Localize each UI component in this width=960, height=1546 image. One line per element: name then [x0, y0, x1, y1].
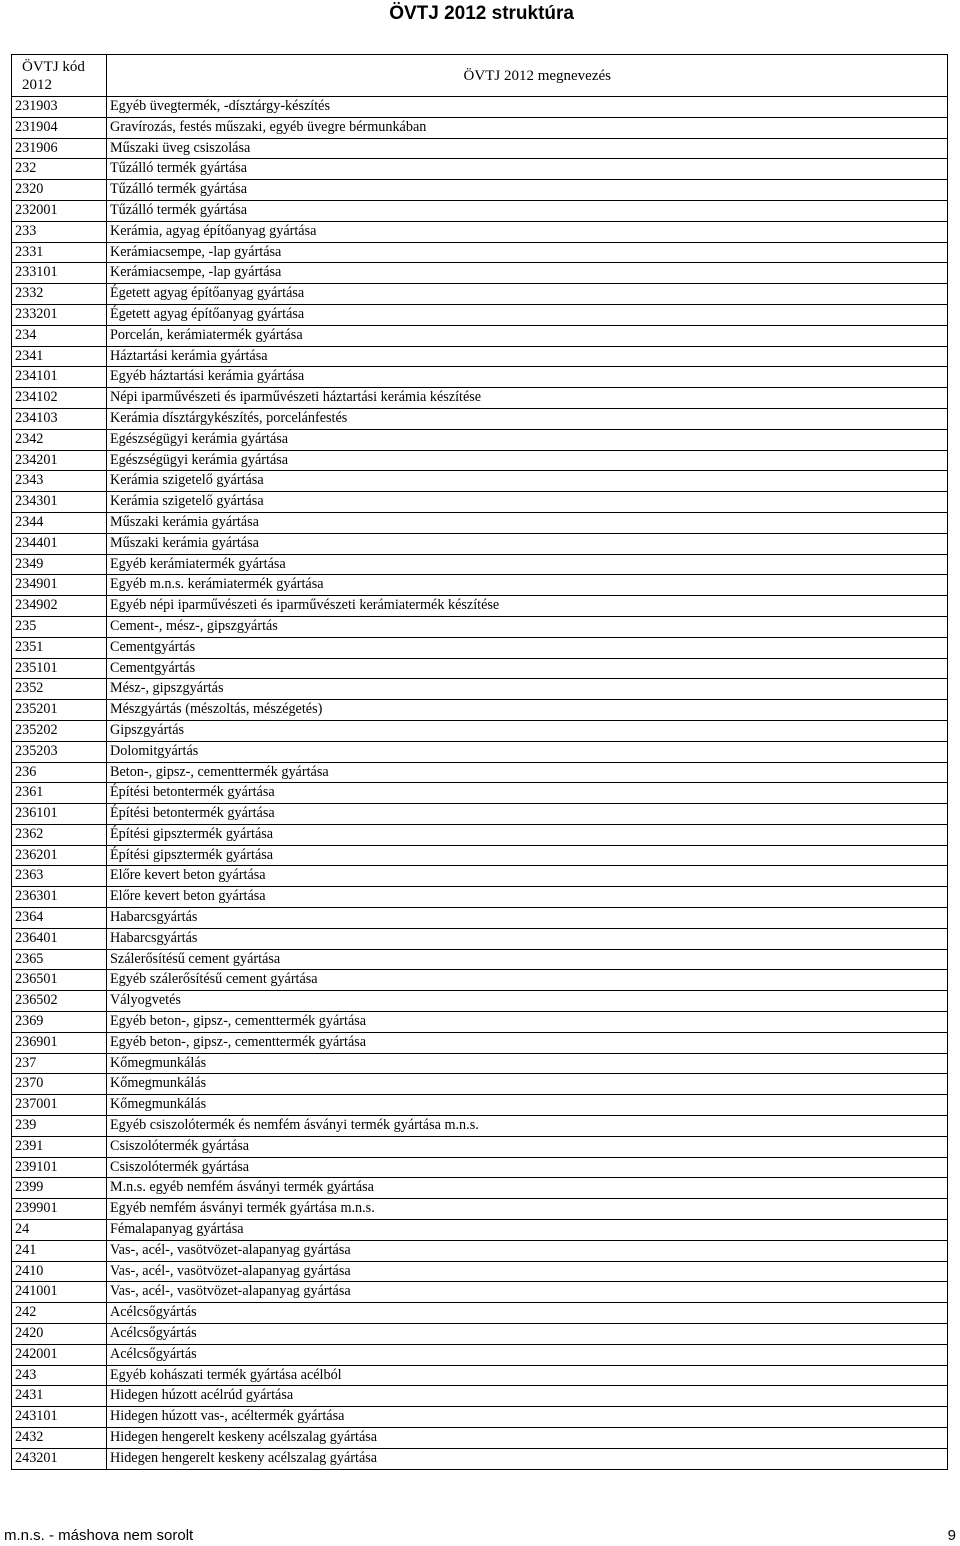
- cell-code: 233: [12, 221, 107, 242]
- cell-name: Vas-, acél-, vasötvözet-alapanyag gyártása: [107, 1240, 948, 1261]
- cell-name: Gravírozás, festés műszaki, egyéb üvegre bérmunkában: [107, 117, 948, 138]
- cell-code: 2432: [12, 1428, 107, 1449]
- cell-name: Építési betontermék gyártása: [107, 783, 948, 804]
- cell-name: Egyéb kerámiatermék gyártása: [107, 554, 948, 575]
- cell-code: 239: [12, 1116, 107, 1137]
- cell-name: Építési betontermék gyártása: [107, 804, 948, 825]
- cell-code: 234902: [12, 596, 107, 617]
- table-row: [12, 304, 948, 325]
- table-row: [12, 679, 948, 700]
- table-row: [12, 637, 948, 658]
- table-row: [12, 700, 948, 721]
- cell-code: 234301: [12, 492, 107, 513]
- cell-code: 2365: [12, 949, 107, 970]
- cell-name: Egyéb üvegtermék, -dísztárgy-készítés: [107, 97, 948, 118]
- table-row: [12, 1178, 948, 1199]
- cell-name: Egyéb csiszolótermék és nemfém ásványi termék gyártása m.n.s.: [107, 1116, 948, 1137]
- cell-name: Egyéb nemfém ásványi termék gyártása m.n.s.: [107, 1199, 948, 1220]
- cell-name: Mész-, gipszgyártás: [107, 679, 948, 700]
- cell-name: Vas-, acél-, vasötvözet-alapanyag gyártása: [107, 1282, 948, 1303]
- cell-code: 236: [12, 762, 107, 783]
- cell-code: 243: [12, 1365, 107, 1386]
- table-row: [12, 1344, 948, 1365]
- table-row: [12, 949, 948, 970]
- table-row: [12, 1095, 948, 1116]
- table-row: [12, 720, 948, 741]
- table-row: [12, 1074, 948, 1095]
- table-row: [12, 159, 948, 180]
- table-row: [12, 1012, 948, 1033]
- table-row: [12, 533, 948, 554]
- table-row: [12, 1240, 948, 1261]
- cell-name: Hidegen húzott vas-, acéltermék gyártása: [107, 1407, 948, 1428]
- table-row: [12, 783, 948, 804]
- cell-name: Kerámiacsempe, -lap gyártása: [107, 263, 948, 284]
- cell-name: Kőmegmunkálás: [107, 1053, 948, 1074]
- table-row: [12, 429, 948, 450]
- table-row: [12, 1116, 948, 1137]
- cell-code: 2399: [12, 1178, 107, 1199]
- cell-name: Népi iparművészeti és iparművészeti háztartási kerámia készítése: [107, 388, 948, 409]
- table-row: [12, 180, 948, 201]
- cell-code: 2351: [12, 637, 107, 658]
- cell-name: Fémalapanyag gyártása: [107, 1220, 948, 1241]
- cell-name: Kerámia dísztárgykészítés, porcelánfestés: [107, 408, 948, 429]
- cell-code: 239901: [12, 1199, 107, 1220]
- cell-name: Dolomitgyártás: [107, 741, 948, 762]
- cell-code: 2332: [12, 284, 107, 305]
- table-row: [12, 512, 948, 533]
- cell-code: 2352: [12, 679, 107, 700]
- cell-name: Cementgyártás: [107, 637, 948, 658]
- table-row: [12, 762, 948, 783]
- table-row: [12, 138, 948, 159]
- cell-name: Égetett agyag építőanyag gyártása: [107, 304, 948, 325]
- table-row: [12, 1282, 948, 1303]
- cell-name: Egyéb népi iparművészeti és iparművészeti kerámiatermék készítése: [107, 596, 948, 617]
- table-row: [12, 284, 948, 305]
- cell-code: 234102: [12, 388, 107, 409]
- table-row: [12, 408, 948, 429]
- cell-name: Kerámia szigetelő gyártása: [107, 471, 948, 492]
- cell-name: Egyéb szálerősítésű cement gyártása: [107, 970, 948, 991]
- cell-code: 236201: [12, 845, 107, 866]
- cell-name: Egészségügyi kerámia gyártása: [107, 450, 948, 471]
- cell-code: 231904: [12, 117, 107, 138]
- cell-code: 236301: [12, 887, 107, 908]
- column-header-code-line2: 2012: [22, 76, 52, 93]
- page-title-text: ÖVTJ 2012 struktúra: [389, 3, 574, 24]
- column-header-name: ÖVTJ 2012 megnevezés: [107, 55, 948, 97]
- cell-code: 2341: [12, 346, 107, 367]
- cell-name: Műszaki kerámia gyártása: [107, 512, 948, 533]
- cell-name: Tűzálló termék gyártása: [107, 200, 948, 221]
- cell-name: Kerámia, agyag építőanyag gyártása: [107, 221, 948, 242]
- cell-code: 234901: [12, 575, 107, 596]
- cell-name: Műszaki kerámia gyártása: [107, 533, 948, 554]
- table-row: [12, 1428, 948, 1449]
- table-row: [12, 367, 948, 388]
- cell-name: Szálerősítésű cement gyártása: [107, 949, 948, 970]
- table-row: [12, 388, 948, 409]
- cell-code: 234: [12, 325, 107, 346]
- page-title: [0, 2, 948, 26]
- cell-code: 239101: [12, 1157, 107, 1178]
- table-row: [12, 908, 948, 929]
- cell-name: Cementgyártás: [107, 658, 948, 679]
- cell-code: 232: [12, 159, 107, 180]
- cell-name: Vályogvetés: [107, 991, 948, 1012]
- cell-code: 2420: [12, 1324, 107, 1345]
- cell-name: Acélcsőgyártás: [107, 1344, 948, 1365]
- table-header-row: [12, 55, 948, 97]
- column-header-code-line1: ÖVTJ kód: [22, 58, 85, 75]
- cell-code: 234101: [12, 367, 107, 388]
- cell-name: Egyéb háztartási kerámia gyártása: [107, 367, 948, 388]
- footer-note: m.n.s. - máshova nem sorolt: [4, 1527, 194, 1544]
- cell-name: Egészségügyi kerámia gyártása: [107, 429, 948, 450]
- table-row: [12, 1448, 948, 1469]
- table-row: [12, 845, 948, 866]
- cell-name: Csiszolótermék gyártása: [107, 1157, 948, 1178]
- cell-code: 24: [12, 1220, 107, 1241]
- cell-name: Vas-, acél-, vasötvözet-alapanyag gyártása: [107, 1261, 948, 1282]
- cell-code: 2370: [12, 1074, 107, 1095]
- table-row: [12, 741, 948, 762]
- table-row: [12, 1199, 948, 1220]
- cell-name: Hidegen hengerelt keskeny acélszalag gyártása: [107, 1448, 948, 1469]
- cell-name: Porcelán, kerámiatermék gyártása: [107, 325, 948, 346]
- cell-name: Kőmegmunkálás: [107, 1095, 948, 1116]
- table-row: [12, 824, 948, 845]
- cell-name: Műszaki üveg csiszolása: [107, 138, 948, 159]
- table-row: [12, 554, 948, 575]
- cell-code: 235203: [12, 741, 107, 762]
- table-row: [12, 221, 948, 242]
- cell-name: Tűzálló termék gyártása: [107, 180, 948, 201]
- cell-name: Tűzálló termék gyártása: [107, 159, 948, 180]
- cell-code: 236502: [12, 991, 107, 1012]
- cell-code: 2349: [12, 554, 107, 575]
- cell-code: 243101: [12, 1407, 107, 1428]
- cell-name: Előre kevert beton gyártása: [107, 866, 948, 887]
- cell-code: 236501: [12, 970, 107, 991]
- table-row: [12, 658, 948, 679]
- table-row: [12, 804, 948, 825]
- table-row: [12, 1053, 948, 1074]
- cell-code: 2361: [12, 783, 107, 804]
- page-number: 9: [947, 1527, 956, 1544]
- cell-code: 236401: [12, 928, 107, 949]
- cell-code: 241: [12, 1240, 107, 1261]
- table-row: [12, 887, 948, 908]
- column-header-code: [12, 55, 107, 97]
- table-row: [12, 117, 948, 138]
- cell-name: Égetett agyag építőanyag gyártása: [107, 284, 948, 305]
- cell-name: Kőmegmunkálás: [107, 1074, 948, 1095]
- table-body: [12, 97, 948, 1470]
- cell-name: Gipszgyártás: [107, 720, 948, 741]
- table-row: [12, 1324, 948, 1345]
- cell-code: 2362: [12, 824, 107, 845]
- cell-name: Acélcsőgyártás: [107, 1324, 948, 1345]
- cell-name: M.n.s. egyéb nemfém ásványi termék gyártása: [107, 1178, 948, 1199]
- cell-code: 242: [12, 1303, 107, 1324]
- table-row: [12, 242, 948, 263]
- cell-code: 2410: [12, 1261, 107, 1282]
- cell-code: 2391: [12, 1136, 107, 1157]
- cell-code: 237001: [12, 1095, 107, 1116]
- cell-name: Hidegen húzott acélrúd gyártása: [107, 1386, 948, 1407]
- table-row: [12, 492, 948, 513]
- table-row: [12, 346, 948, 367]
- table-row: [12, 616, 948, 637]
- cell-name: Egyéb beton-, gipsz-, cementtermék gyártása: [107, 1012, 948, 1033]
- cell-name: Acélcsőgyártás: [107, 1303, 948, 1324]
- cell-code: 2431: [12, 1386, 107, 1407]
- cell-code: 2364: [12, 908, 107, 929]
- cell-code: 243201: [12, 1448, 107, 1469]
- cell-name: Hidegen hengerelt keskeny acélszalag gyártása: [107, 1428, 948, 1449]
- table-row: [12, 970, 948, 991]
- classification-table: [11, 54, 948, 1470]
- table-row: [12, 928, 948, 949]
- table-row: [12, 991, 948, 1012]
- table-row: [12, 1220, 948, 1241]
- cell-name: Építési gipsztermék gyártása: [107, 824, 948, 845]
- cell-code: 231903: [12, 97, 107, 118]
- table-row: [12, 471, 948, 492]
- cell-code: 236901: [12, 1032, 107, 1053]
- cell-name: Egyéb beton-, gipsz-, cementtermék gyártása: [107, 1032, 948, 1053]
- cell-code: 242001: [12, 1344, 107, 1365]
- cell-code: 233101: [12, 263, 107, 284]
- cell-code: 2363: [12, 866, 107, 887]
- cell-code: 236101: [12, 804, 107, 825]
- cell-name: Beton-, gipsz-, cementtermék gyártása: [107, 762, 948, 783]
- table-row: [12, 97, 948, 118]
- cell-code: 235201: [12, 700, 107, 721]
- cell-name: Háztartási kerámia gyártása: [107, 346, 948, 367]
- cell-code: 235202: [12, 720, 107, 741]
- cell-code: 234103: [12, 408, 107, 429]
- table-row: [12, 1032, 948, 1053]
- cell-name: Építési gipsztermék gyártása: [107, 845, 948, 866]
- table-row: [12, 1407, 948, 1428]
- cell-code: 2320: [12, 180, 107, 201]
- table-row: [12, 596, 948, 617]
- table-row: [12, 200, 948, 221]
- cell-name: Mészgyártás (mészoltás, mészégetés): [107, 700, 948, 721]
- table-row: [12, 1157, 948, 1178]
- table-row: [12, 325, 948, 346]
- cell-code: 234201: [12, 450, 107, 471]
- cell-code: 2369: [12, 1012, 107, 1033]
- table-row: [12, 450, 948, 471]
- cell-name: Habarcsgyártás: [107, 908, 948, 929]
- cell-name: Cement-, mész-, gipszgyártás: [107, 616, 948, 637]
- table-row: [12, 1136, 948, 1157]
- cell-name: Kerámiacsempe, -lap gyártása: [107, 242, 948, 263]
- cell-code: 2344: [12, 512, 107, 533]
- cell-code: 234401: [12, 533, 107, 554]
- cell-name: Kerámia szigetelő gyártása: [107, 492, 948, 513]
- table-row: [12, 1365, 948, 1386]
- cell-code: 2331: [12, 242, 107, 263]
- cell-code: 231906: [12, 138, 107, 159]
- cell-code: 2342: [12, 429, 107, 450]
- cell-name: Egyéb m.n.s. kerámiatermék gyártása: [107, 575, 948, 596]
- cell-name: Egyéb kohászati termék gyártása acélból: [107, 1365, 948, 1386]
- table-row: [12, 866, 948, 887]
- cell-name: Csiszolótermék gyártása: [107, 1136, 948, 1157]
- cell-code: 233201: [12, 304, 107, 325]
- cell-code: 237: [12, 1053, 107, 1074]
- cell-code: 241001: [12, 1282, 107, 1303]
- table-row: [12, 1261, 948, 1282]
- table-row: [12, 263, 948, 284]
- cell-code: 2343: [12, 471, 107, 492]
- cell-code: 232001: [12, 200, 107, 221]
- cell-name: Előre kevert beton gyártása: [107, 887, 948, 908]
- table-row: [12, 1303, 948, 1324]
- table-row: [12, 1386, 948, 1407]
- cell-code: 235101: [12, 658, 107, 679]
- cell-code: 235: [12, 616, 107, 637]
- cell-name: Habarcsgyártás: [107, 928, 948, 949]
- table-row: [12, 575, 948, 596]
